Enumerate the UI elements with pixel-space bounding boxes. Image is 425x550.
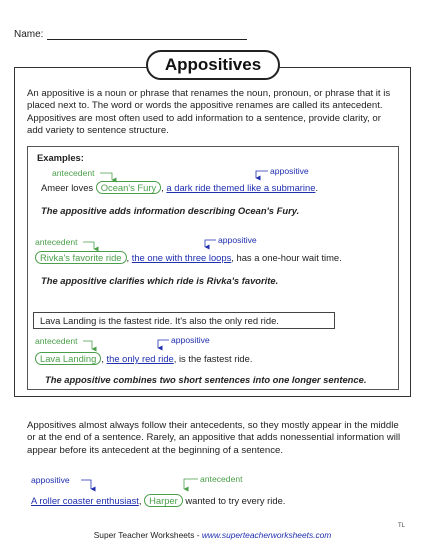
name-field-line[interactable] (47, 39, 247, 40)
intro-paragraph: An appositive is a noun or phrase that renames the noun, pronoun, or phrase that it is placed next to. The word or words the appositive renames are called its antecedent. Appositives are most often used to add information to a sentence, provide clarity, or add variety to sentence structure. (27, 88, 391, 136)
rules-paragraph: Appositives almost always follow their antecedents, so they mostly appear in the middle or at the end of a sentence. Rarely, an appositive that adds nonessential information will appear before its antecedent at the beginning of a sentence. (27, 420, 401, 456)
ex1-before: Ameer loves (41, 182, 96, 193)
ex4-after: wanted to try every ride. (182, 495, 286, 506)
ex2-appositive: the one with three loops (131, 252, 232, 263)
examples-heading: Examples: (37, 152, 84, 163)
ex3-after: , is the fastest ride. (173, 353, 253, 364)
ex4-sentence (31, 494, 285, 507)
ex4-comma: , (138, 495, 145, 506)
page-title: Appositives (146, 50, 280, 80)
ex3-antecedent-label: antecedent (35, 336, 78, 346)
ex2-sentence (35, 251, 342, 264)
ex1-after: . (315, 182, 319, 193)
ex4-appositive: A roller coaster enthusiast (31, 495, 139, 506)
ex3-appositive: the only red ride (106, 353, 174, 364)
footer-brand: Super Teacher Worksheets - (93, 530, 202, 540)
ex3-antecedent: Lava Landing (35, 352, 101, 365)
footer-site-link[interactable]: www.superteacherworksheets.com (201, 530, 332, 540)
ex1-comma: , (161, 182, 167, 193)
ex1-appositive: a dark ride themed like a submarine (166, 182, 316, 193)
ex1-note: The appositive adds information describing Ocean's Fury. (41, 205, 300, 216)
ex1-antecedent: Ocean's Fury (96, 181, 161, 194)
ex2-appositive-label: appositive (218, 235, 257, 245)
name-label: Name: (14, 29, 44, 40)
ex3-comma: , (101, 353, 107, 364)
ex2-after: , has a one-hour wait time. (231, 252, 342, 263)
ex4-appositive-arrow (81, 480, 91, 489)
ex1-sentence (41, 181, 318, 194)
ex1-appositive-label: appositive (270, 166, 309, 176)
ex3-note: The appositive combines two short sentences into one longer sentence. (45, 374, 367, 385)
ex2-antecedent-label: antecedent (35, 237, 78, 247)
footer-code: TL (398, 523, 406, 529)
ex4-appositive-label: appositive (31, 475, 70, 485)
ex3-sentence (35, 352, 252, 365)
ex2-note: The appositive clarifies which ride is Rivka's favorite. (41, 275, 279, 286)
ex4-antecedent-label: antecedent (200, 474, 243, 484)
ex2-antecedent: Rivka's favorite ride (35, 251, 127, 264)
ex2-comma: , (126, 252, 132, 263)
ex3-boxed-text: Lava Landing is the fastest ride. It's also the only red ride. (40, 315, 279, 326)
ex4-antecedent: Harper (144, 494, 183, 507)
ex3-appositive-label: appositive (171, 335, 210, 345)
ex4-antecedent-arrow (184, 479, 198, 489)
ex1-antecedent-label: antecedent (52, 168, 95, 178)
footer (0, 530, 425, 540)
